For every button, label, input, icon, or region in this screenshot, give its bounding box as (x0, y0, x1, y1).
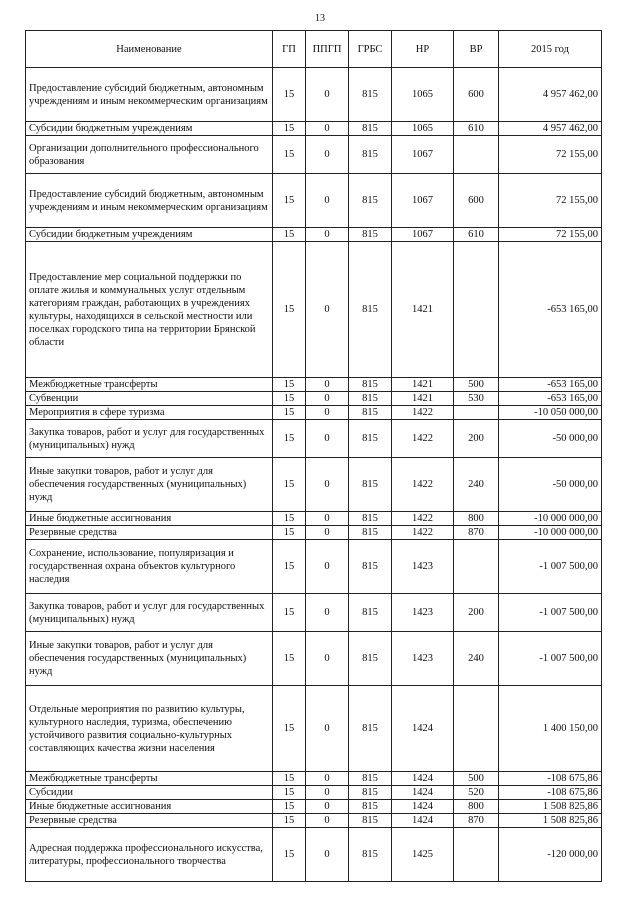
cell-name: Сохранение, использование, популяризация и государственная охрана объектов культурного наследия (26, 540, 273, 594)
cell-vr (454, 136, 499, 174)
cell-nr: 1423 (392, 540, 454, 594)
column-header-name: Наименование (26, 31, 273, 68)
cell-nr: 1424 (392, 686, 454, 772)
cell-name: Иные бюджетные ассигнования (26, 800, 273, 814)
cell-vr: 800 (454, 800, 499, 814)
cell-nr: 1065 (392, 122, 454, 136)
cell-nr: 1424 (392, 814, 454, 828)
table-row (26, 242, 602, 378)
cell-gp: 15 (273, 406, 306, 420)
column-header-nr: НР (392, 31, 454, 68)
cell-name: Закупка товаров, работ и услуг для государственных (муниципальных) нужд (26, 420, 273, 458)
cell-amount: -108 675,86 (499, 786, 602, 800)
cell-name: Отдельные мероприятия по развитию культуры, культурного наследия, туризма, обеспечению устойчивого развития социально-культурных составляющих качества жизни населения (26, 686, 273, 772)
cell-amount: -10 000 000,00 (499, 512, 602, 526)
cell-amount: -120 000,00 (499, 828, 602, 882)
table-row (26, 540, 602, 594)
cell-amount: -10 000 000,00 (499, 526, 602, 540)
cell-vr: 600 (454, 174, 499, 228)
cell-name: Субсидии бюджетным учреждениям (26, 228, 273, 242)
cell-vr: 240 (454, 632, 499, 686)
cell-amount: 72 155,00 (499, 136, 602, 174)
cell-nr: 1424 (392, 772, 454, 786)
table-row (26, 594, 602, 632)
cell-gp: 15 (273, 800, 306, 814)
table-row (26, 772, 602, 786)
cell-gp: 15 (273, 68, 306, 122)
cell-ppgp: 0 (306, 392, 349, 406)
cell-name: Мероприятия в сфере туризма (26, 406, 273, 420)
cell-name: Иные закупки товаров, работ и услуг для обеспечения государственных (муниципальных) нужд (26, 632, 273, 686)
cell-ppgp: 0 (306, 828, 349, 882)
cell-name: Иные бюджетные ассигнования (26, 512, 273, 526)
table-row (26, 378, 602, 392)
cell-ppgp: 0 (306, 458, 349, 512)
cell-name: Субсидии (26, 786, 273, 800)
cell-ppgp: 0 (306, 800, 349, 814)
cell-ppgp: 0 (306, 526, 349, 540)
table-row (26, 526, 602, 540)
cell-ppgp: 0 (306, 68, 349, 122)
cell-gp: 15 (273, 814, 306, 828)
cell-gp: 15 (273, 540, 306, 594)
table-row (26, 122, 602, 136)
cell-amount: -653 165,00 (499, 242, 602, 378)
cell-ppgp: 0 (306, 686, 349, 772)
budget-table (25, 30, 602, 882)
cell-nr: 1421 (392, 392, 454, 406)
column-header-ppgp: ППГП (306, 31, 349, 68)
cell-grbs: 815 (349, 526, 392, 540)
table-row (26, 392, 602, 406)
cell-amount: -50 000,00 (499, 458, 602, 512)
cell-grbs: 815 (349, 632, 392, 686)
cell-gp: 15 (273, 526, 306, 540)
cell-gp: 15 (273, 378, 306, 392)
cell-grbs: 815 (349, 420, 392, 458)
cell-nr: 1424 (392, 786, 454, 800)
cell-vr: 520 (454, 786, 499, 800)
cell-nr: 1423 (392, 594, 454, 632)
cell-ppgp: 0 (306, 136, 349, 174)
cell-vr (454, 540, 499, 594)
cell-amount: -1 007 500,00 (499, 540, 602, 594)
cell-ppgp: 0 (306, 786, 349, 800)
cell-vr: 500 (454, 378, 499, 392)
cell-amount: 1 400 150,00 (499, 686, 602, 772)
cell-nr: 1424 (392, 800, 454, 814)
cell-amount: 72 155,00 (499, 174, 602, 228)
table-row (26, 632, 602, 686)
cell-grbs: 815 (349, 800, 392, 814)
cell-amount: 4 957 462,00 (499, 122, 602, 136)
cell-grbs: 815 (349, 772, 392, 786)
cell-grbs: 815 (349, 512, 392, 526)
cell-name: Предоставление субсидий бюджетным, автономным учреждениям и иным некоммерческим организациям (26, 174, 273, 228)
cell-nr: 1422 (392, 406, 454, 420)
cell-name: Адресная поддержка профессионального искусства, литературы, профессионального творчества (26, 828, 273, 882)
cell-nr: 1421 (392, 378, 454, 392)
cell-nr: 1067 (392, 174, 454, 228)
cell-nr: 1422 (392, 458, 454, 512)
cell-grbs: 815 (349, 594, 392, 632)
cell-grbs: 815 (349, 786, 392, 800)
column-header-gp: ГП (273, 31, 306, 68)
cell-ppgp: 0 (306, 242, 349, 378)
cell-amount: -1 007 500,00 (499, 594, 602, 632)
cell-grbs: 815 (349, 392, 392, 406)
table-row (26, 68, 602, 122)
cell-grbs: 815 (349, 136, 392, 174)
cell-amount: 1 508 825,86 (499, 814, 602, 828)
cell-amount: -108 675,86 (499, 772, 602, 786)
cell-ppgp: 0 (306, 420, 349, 458)
cell-grbs: 815 (349, 458, 392, 512)
cell-nr: 1067 (392, 228, 454, 242)
cell-grbs: 815 (349, 828, 392, 882)
cell-amount: -50 000,00 (499, 420, 602, 458)
table-row (26, 228, 602, 242)
cell-amount: -653 165,00 (499, 392, 602, 406)
cell-gp: 15 (273, 420, 306, 458)
cell-gp: 15 (273, 242, 306, 378)
cell-gp: 15 (273, 136, 306, 174)
cell-amount: 1 508 825,86 (499, 800, 602, 814)
cell-grbs: 815 (349, 406, 392, 420)
cell-gp: 15 (273, 392, 306, 406)
table-row (26, 786, 602, 800)
cell-ppgp: 0 (306, 594, 349, 632)
cell-vr (454, 828, 499, 882)
table-row (26, 814, 602, 828)
cell-gp: 15 (273, 512, 306, 526)
cell-name: Закупка товаров, работ и услуг для государственных (муниципальных) нужд (26, 594, 273, 632)
page-number: 13 (315, 13, 325, 24)
cell-ppgp: 0 (306, 378, 349, 392)
cell-gp: 15 (273, 458, 306, 512)
cell-amount: -653 165,00 (499, 378, 602, 392)
cell-name: Организации дополнительного профессионального образования (26, 136, 273, 174)
cell-gp: 15 (273, 828, 306, 882)
cell-name: Иные закупки товаров, работ и услуг для обеспечения государственных (муниципальных) нужд (26, 458, 273, 512)
cell-nr: 1065 (392, 68, 454, 122)
cell-vr: 610 (454, 228, 499, 242)
cell-gp: 15 (273, 174, 306, 228)
cell-nr: 1422 (392, 420, 454, 458)
table-row (26, 828, 602, 882)
cell-name: Межбюджетные трансферты (26, 378, 273, 392)
cell-gp: 15 (273, 594, 306, 632)
cell-grbs: 815 (349, 242, 392, 378)
cell-grbs: 815 (349, 68, 392, 122)
cell-vr: 500 (454, 772, 499, 786)
cell-name: Субвенции (26, 392, 273, 406)
cell-ppgp: 0 (306, 632, 349, 686)
cell-amount: 72 155,00 (499, 228, 602, 242)
cell-vr: 200 (454, 420, 499, 458)
cell-vr: 800 (454, 512, 499, 526)
table-row (26, 174, 602, 228)
cell-grbs: 815 (349, 378, 392, 392)
table-row (26, 420, 602, 458)
cell-gp: 15 (273, 122, 306, 136)
cell-name: Субсидии бюджетным учреждениям (26, 122, 273, 136)
cell-name: Предоставление субсидий бюджетным, автономным учреждениям и иным некоммерческим организациям (26, 68, 273, 122)
cell-ppgp: 0 (306, 174, 349, 228)
cell-gp: 15 (273, 632, 306, 686)
cell-nr: 1421 (392, 242, 454, 378)
cell-amount: 4 957 462,00 (499, 68, 602, 122)
cell-name: Предоставление мер социальной поддержки по оплате жилья и коммунальных услуг отдельным категориям граждан, работающих в учреждениях культуры, находящихся в сельской местности или поселках городского типа на территории Брянской области (26, 242, 273, 378)
cell-gp: 15 (273, 686, 306, 772)
cell-vr (454, 242, 499, 378)
cell-ppgp: 0 (306, 512, 349, 526)
table-header-row (26, 31, 602, 68)
cell-nr: 1425 (392, 828, 454, 882)
table-row (26, 686, 602, 772)
cell-grbs: 815 (349, 122, 392, 136)
cell-vr (454, 406, 499, 420)
cell-vr: 870 (454, 814, 499, 828)
cell-nr: 1422 (392, 512, 454, 526)
cell-amount: -1 007 500,00 (499, 632, 602, 686)
cell-name: Межбюджетные трансферты (26, 772, 273, 786)
column-header-grbs: ГРБС (349, 31, 392, 68)
cell-grbs: 815 (349, 174, 392, 228)
cell-ppgp: 0 (306, 540, 349, 594)
cell-ppgp: 0 (306, 122, 349, 136)
cell-nr: 1423 (392, 632, 454, 686)
cell-vr: 240 (454, 458, 499, 512)
cell-name: Резервные средства (26, 814, 273, 828)
cell-nr: 1422 (392, 526, 454, 540)
cell-grbs: 815 (349, 686, 392, 772)
column-header-vr: ВР (454, 31, 499, 68)
cell-ppgp: 0 (306, 406, 349, 420)
cell-ppgp: 0 (306, 772, 349, 786)
cell-grbs: 815 (349, 228, 392, 242)
cell-vr: 870 (454, 526, 499, 540)
cell-grbs: 815 (349, 814, 392, 828)
cell-vr: 600 (454, 68, 499, 122)
table-row (26, 406, 602, 420)
column-header-year-2015: 2015 год (499, 31, 602, 68)
cell-name: Резервные средства (26, 526, 273, 540)
cell-nr: 1067 (392, 136, 454, 174)
cell-vr: 610 (454, 122, 499, 136)
cell-gp: 15 (273, 228, 306, 242)
table-row (26, 512, 602, 526)
cell-grbs: 815 (349, 540, 392, 594)
cell-gp: 15 (273, 786, 306, 800)
cell-vr (454, 686, 499, 772)
table-row (26, 458, 602, 512)
cell-vr: 530 (454, 392, 499, 406)
cell-gp: 15 (273, 772, 306, 786)
table-row (26, 800, 602, 814)
cell-ppgp: 0 (306, 814, 349, 828)
cell-amount: -10 050 000,00 (499, 406, 602, 420)
cell-ppgp: 0 (306, 228, 349, 242)
cell-vr: 200 (454, 594, 499, 632)
table-row (26, 136, 602, 174)
